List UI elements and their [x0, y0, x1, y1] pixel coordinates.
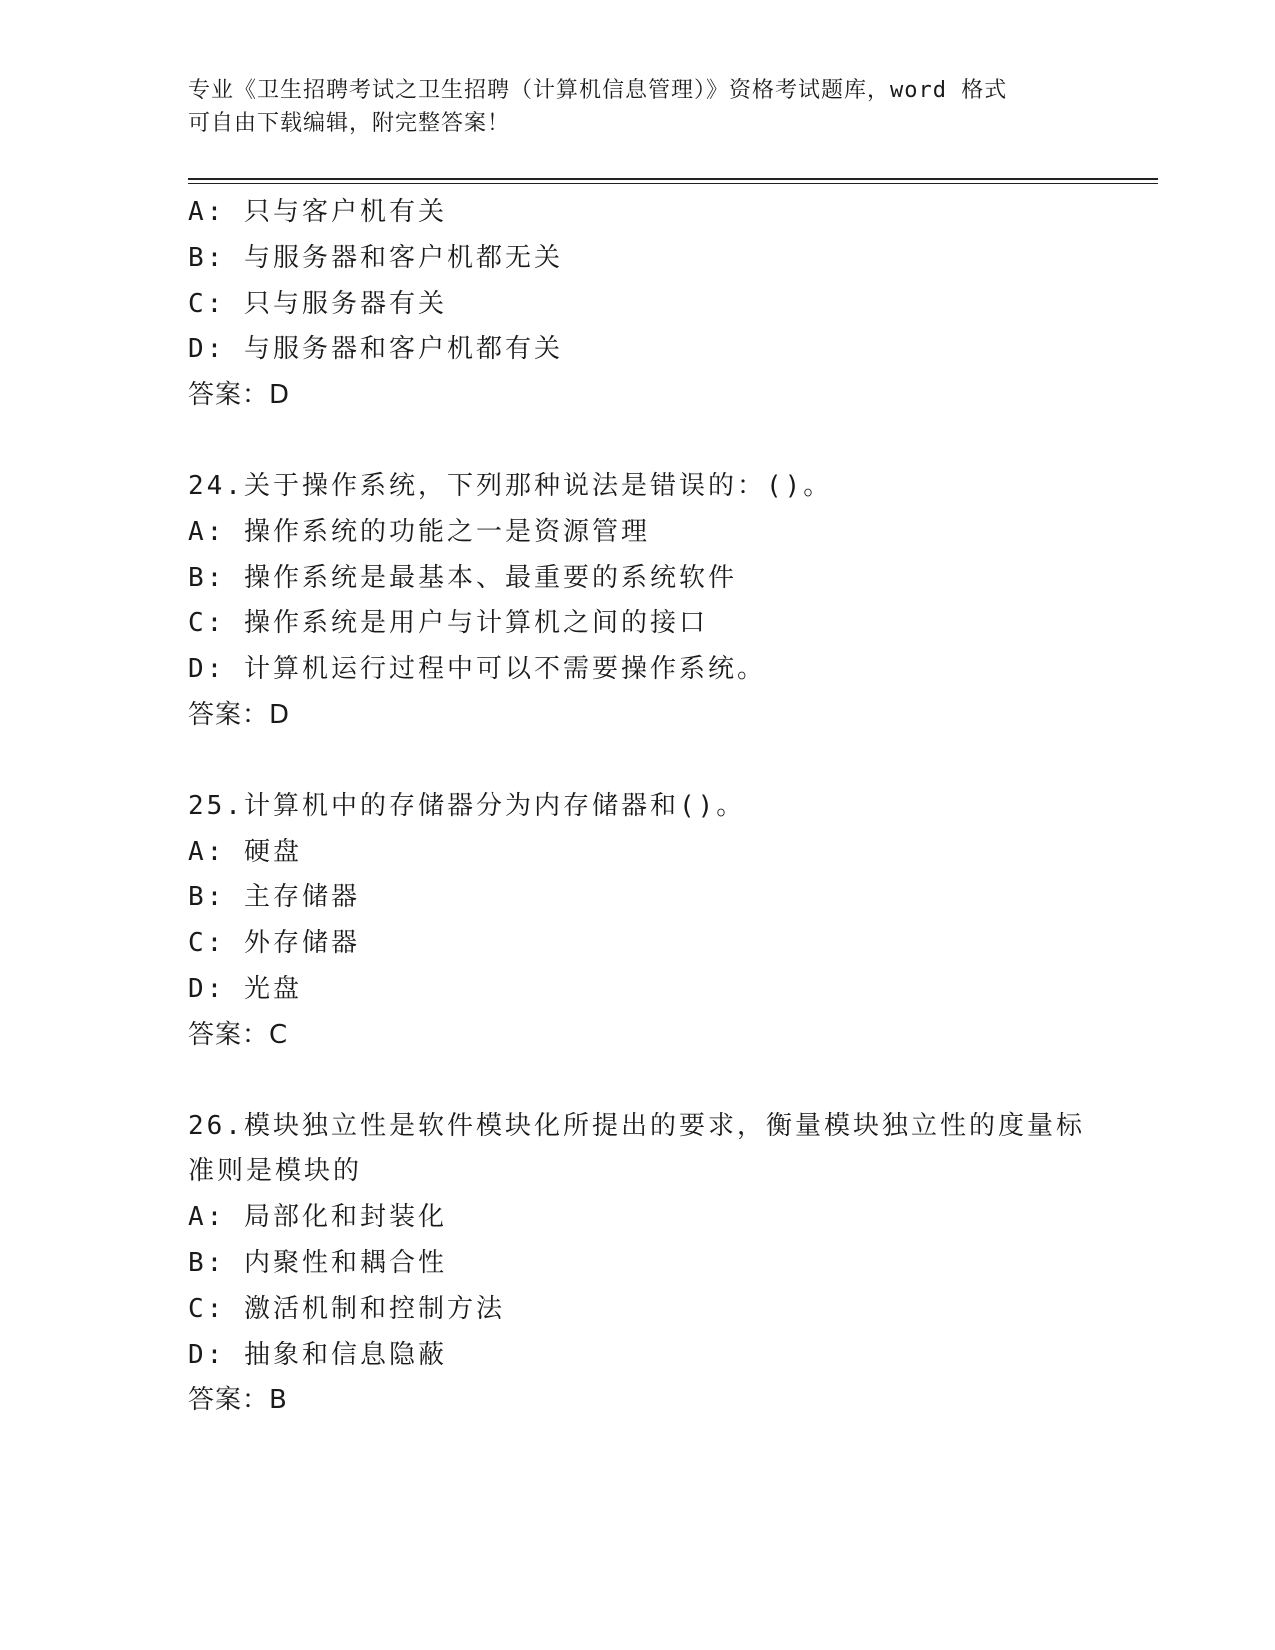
option-c: C: 外存储器: [188, 928, 360, 959]
header-line-2: 可自由下载编辑，附完整答案！: [188, 111, 511, 136]
option-b: B: 内聚性和耦合性: [188, 1247, 447, 1278]
question-list: [188, 190, 1088, 1424]
option-a: A: 只与客户机有关: [188, 197, 447, 227]
header-divider-thick: [188, 178, 1158, 180]
option-c: C: 操作系统是用户与计算机之间的接口: [188, 608, 708, 639]
option-c: C: 只与服务器有关: [188, 288, 447, 319]
option-a: A: 局部化和封装化: [188, 1202, 447, 1233]
answer-line: 答案：B: [188, 1385, 288, 1416]
block-gap: [188, 1059, 1088, 1104]
option-a: A: 操作系统的功能之一是资源管理: [188, 516, 650, 547]
block-gap: [188, 419, 1088, 464]
answer-line: 答案：C: [188, 1019, 289, 1050]
option-b: B: 主存储器: [188, 882, 360, 913]
option-d: D: 计算机运行过程中可以不需要操作系统。: [188, 654, 766, 685]
option-d: D: 抽象和信息隐蔽: [188, 1339, 447, 1370]
document-header: [188, 74, 1088, 140]
question-block: [188, 190, 1088, 419]
block-gap: [188, 739, 1088, 784]
option-d: D: 光盘: [188, 973, 302, 1004]
question-block: [188, 1104, 1088, 1425]
option-b: B: 操作系统是最基本、最重要的系统软件: [188, 562, 737, 593]
question-text: 24.关于操作系统，下列那种说法是错误的：()。: [188, 470, 833, 501]
question-block: [188, 464, 1088, 739]
question-text: 25.计算机中的存储器分为内存储器和()。: [188, 790, 746, 821]
option-a: A: 硬盘: [188, 836, 302, 867]
option-b: B: 与服务器和客户机都无关: [188, 242, 563, 273]
question-text: 26.模块独立性是软件模块化所提出的要求，衡量模块独立性的度量标: [188, 1110, 1085, 1141]
header-divider-thin: [188, 183, 1158, 184]
option-c: C: 激活机制和控制方法: [188, 1293, 505, 1324]
answer-line: 答案：D: [188, 380, 291, 411]
header-line-1: 专业《卫生招聘考试之卫生招聘（计算机信息管理）》资格考试题库，word 格式: [188, 78, 1008, 103]
option-d: D: 与服务器和客户机都有关: [188, 334, 563, 365]
question-block: [188, 784, 1088, 1059]
question-text-continued: 准则是模块的: [188, 1156, 363, 1187]
answer-line: 答案：D: [188, 699, 291, 730]
